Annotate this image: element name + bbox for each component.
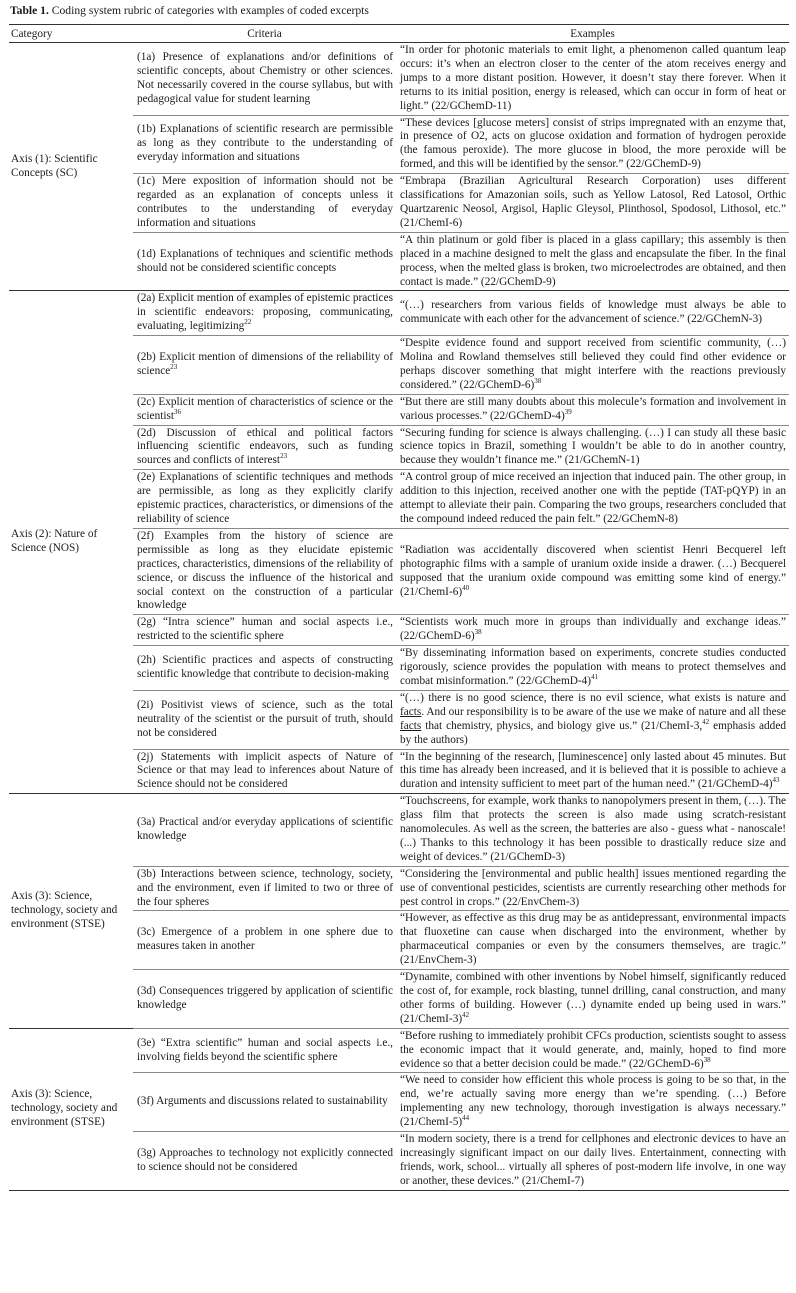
reference-number: 43 [772, 776, 780, 785]
emphasized-word: facts [400, 719, 422, 732]
example-cell: “Securing funding for science is always challenging. (…) I can study all these basic science topics in Brazil, something I wouldn’t be able to do in another country, because they wouldn’t finance me.” (21/GChemN-1) [396, 425, 789, 470]
example-cell: “In order for photonic materials to emit light, a phenomenon called quantum leap occurs: it’s when an electron closer to the center of the atom receives energy and jumps to a more distant position. However, it doesn’t stay there forever. When it returns to its initial position, energy is released, which can occur in form of heat or light.” (22/GChemD-11) [396, 43, 789, 116]
example-cell [396, 690, 789, 749]
header-category: Category [9, 25, 133, 43]
reference-number: 36 [174, 407, 182, 416]
table-row [9, 1028, 789, 1073]
reference-number: 22 [244, 318, 252, 327]
reference-number: 38 [534, 377, 542, 386]
criteria-cell: (1d) Explanations of techniques and scientific methods should not be considered scientific concepts [133, 232, 396, 291]
axis-label-stse: Axis (3): Science, technology, society and environment (STSE) [9, 1028, 133, 1190]
example-text: “We need to consider how efficient this whole process is going to be so that, in the end, we’re actually saving more energy than we’re spending. (…) Before implementing any new technology, thorough investigation is always necessary.” (21/ChemI-5) [400, 1074, 786, 1129]
table-caption [10, 3, 790, 18]
emphasized-word: facts [400, 705, 422, 718]
criteria-cell: (3f) Arguments and discussions related to sustainability [133, 1073, 396, 1132]
criteria-cell: (2i) Positivist views of science, such as the total neutrality of the scientist or the pursuit of truth, should not be considered [133, 690, 396, 749]
criteria-cell: (2g) “Intra science” human and social aspects i.e., restricted to the scientific sphere [133, 615, 396, 646]
example-cell: “However, as effective as this drug may be as antidepressant, environmental impacts that fluoxetine can cause when discharged into the environment, whether by pharmaceutical companies or even by the consumers themselves, are tragic.” (21/EnvChem-3) [396, 911, 789, 970]
example-text: . And our responsibility is to be aware of the use we make of nature and all these [421, 705, 786, 718]
reference-number: 23 [170, 363, 178, 372]
example-cell: “A thin platinum or gold fiber is placed in a glass capillary; this assembly is then placed in a machine designed to melt the glass and encapsulate the fiber. In the final process, when the melted glass is broken, two microelectrodes are obtained, and then contact is made.” (22/GChemD-9) [396, 232, 789, 291]
criteria-cell: (3b) Interactions between science, technology, society, and the environment, even if limited to two or three of the four spheres [133, 866, 396, 911]
reference-number: 38 [474, 628, 482, 637]
example-text: “Before rushing to immediately prohibit CFCs production, scientists sought to assess the economic impact that it would generate, and, mainly, hoped to find more evidence so that a better decision could be made.” (22/GChemD-6) [400, 1029, 786, 1070]
reference-number: 42 [702, 717, 710, 726]
criteria-cell: (2h) Scientific practices and aspects of constructing scientific knowledge that contribute to decision-making [133, 646, 396, 691]
header-criteria: Criteria [133, 25, 396, 43]
criteria-text: (2b) Explicit mention of dimensions of the reliability of science [137, 351, 393, 377]
example-cell: “Considering the [environmental and public health] issues mentioned regarding the use of conventional pesticides, scientists are currently researching other methods for pest control in crops.” (22/EnvChem-3) [396, 866, 789, 911]
criteria-cell: (3d) Consequences triggered by application of scientific knowledge [133, 970, 396, 1029]
reference-number: 40 [462, 583, 470, 592]
example-cell [396, 749, 789, 794]
example-cell: “A control group of mice received an injection that induced pain. The other group, in addition to this injection, received another one with the peptide (TAT-pQYP) in an attempt to alleviate their pain. Comparing the two groups, researchers concluded that the compound indeed reduced the pain felt.” (22/GChemN-8) [396, 470, 789, 529]
example-cell [396, 1073, 789, 1132]
example-cell: “Embrapa (Brazilian Agricultural Research Corporation) uses different classifications for Amazonian soils, such as Yellow Latosol, Red Latosol, Orthic Quartzarenic Neosol, Argisol, Haplic Gleysol, Plinthosol, Spodosol, Lithosol, etc.” (21/ChemI-6) [396, 174, 789, 233]
criteria-cell [133, 291, 396, 336]
example-text: “Dynamite, combined with other inventions by Nobel himself, significantly reduced the cost of, for example, rock blasting, tunnel drilling, canal construction, and many other forms of building. However (…) dynamite ended up being used in wars.” (21/ChemI-3) [400, 971, 786, 1025]
criteria-cell: (1a) Presence of explanations and/or definitions of scientific concepts, about Chemistry or other sciences. Not necessarily covered in the course syllabus, but with pedagogical value for student learning [133, 43, 396, 116]
example-text: emphasis added by the authors) [400, 719, 786, 746]
example-cell: “(…) researchers from various fields of knowledge must always be able to communicate with each other for the advancement of science.” (22/GChemN-3) [396, 291, 789, 336]
table-row [9, 43, 789, 116]
criteria-cell [133, 336, 396, 395]
axis-label-nos: Axis (2): Nature of Science (NOS) [9, 291, 133, 794]
caption-text: Coding system rubric of categories with examples of coded excerpts [51, 4, 369, 17]
criteria-cell: (2j) Statements with implicit aspects of Nature of Science or that may lead to inferences about Nature of Science should not be considered [133, 749, 396, 794]
criteria-cell: (3e) “Extra scientific” human and social aspects i.e., involving fields beyond the scientific sphere [133, 1028, 396, 1073]
example-text: “(…) there is no good science, there is no evil science, what exists is nature and [400, 691, 786, 704]
example-cell: “In modern society, there is a trend for cellphones and electronic devices to have an increasingly significant impact on our daily lives. Entertainment, connecting with friends, work, school... virtually all spheres of post-modern life involve, in one way or another, these devices.” (21/ChemI-7) [396, 1132, 789, 1191]
criteria-text: (2d) Discussion of ethical and political factors influencing scientific endeavors, such as funding sources and conflicts of interest [137, 426, 393, 467]
criteria-cell [133, 425, 396, 470]
criteria-cell [133, 394, 396, 425]
example-cell: “Touchscreens, for example, work thanks to nanopolymers present in them, (…). The glass film that protects the screen is also made using scratch-resistant nanomolecules. As well as the screen, the batteries are also - guess what - nanoscale! (...) Thanks to this technology it has been possible to drastically reduce size and weight of devices.” (21/GChemD-3) [396, 794, 789, 867]
criteria-cell: (3g) Approaches to technology not explicitly connected to science should not be considered [133, 1132, 396, 1191]
example-cell [396, 336, 789, 395]
example-cell [396, 528, 789, 614]
example-cell [396, 970, 789, 1029]
reference-number: 44 [462, 1114, 470, 1123]
example-cell: “These devices [glucose meters] consist of strips impregnated with an enzyme that, in presence of O2, acts on glucose oxidation and formation of hydrogen peroxide (the famous peroxide). The more glucose in blood, the more peroxide will be formed, and this will be identified by the sensor.” (22/GChemD-9) [396, 115, 789, 174]
criteria-cell: (3c) Emergence of a problem in one sphere due to measures taken in another [133, 911, 396, 970]
header-row [9, 25, 789, 43]
reference-number: 42 [462, 1011, 470, 1020]
example-text: “By disseminating information based on experiments, concrete studies conducted rigorously, science provides the population with means to protect themselves and combat misinformation.” (22/GChemD-4) [400, 647, 786, 687]
axis-label-stse: Axis (3): Science, technology, society and environment (STSE) [9, 794, 133, 1029]
example-cell [396, 394, 789, 425]
example-cell [396, 615, 789, 646]
coding-rubric-table [9, 24, 789, 1191]
example-text: “Radiation was accidentally discovered when scientist Henri Becquerel left photographic films with a sample of uranium oxide inside a drawer. (…) Becquerel supposed that the uranium oxide compound was emitting some kind of energy.” (21/ChemI-6) [400, 543, 786, 598]
example-text: that chemistry, physics, and biology give us.” (21/ChemI-3, [421, 719, 703, 732]
reference-number: 23 [280, 452, 288, 461]
axis-label-sc: Axis (1): Scientific Concepts (SC) [9, 43, 133, 291]
example-text: “But there are still many doubts about this molecule’s formation and involvement in various processes.” (22/GChemD-4) [400, 395, 786, 422]
table-label: Table 1. [10, 4, 49, 17]
criteria-text: (2a) Explicit mention of examples of epistemic practices in scientific endeavors: proposing, communicating, evaluating, legitimizing [137, 292, 393, 333]
reference-number: 41 [591, 673, 599, 682]
example-cell [396, 1028, 789, 1073]
table-row [9, 794, 789, 867]
criteria-cell: (1c) Mere exposition of information should not be regarded as an explanation of concepts unless it contributes to the understanding of everyday information and situations [133, 174, 396, 233]
reference-number: 39 [564, 407, 572, 416]
criteria-text: (2c) Explicit mention of characteristics of science or the scientist [137, 395, 393, 422]
example-text: “Despite evidence found and support received from scientific community, (…) Molina and Rowland themselves still believed they could find other evidence or perhaps discover something that might interfere with the reactions previously considered.” (22/GChemD-6) [400, 337, 786, 391]
example-text: “In the beginning of the research, [luminescence] only lasted about 45 minutes. But this time has already been increased, and it is believed that it is possible to achieve a duration and intensity sufficient to meet part of the human need.” (21/GChemD-4) [400, 750, 786, 791]
table-row [9, 291, 789, 336]
criteria-cell: (3a) Practical and/or everyday applications of scientific knowledge [133, 794, 396, 867]
criteria-cell: (1b) Explanations of scientific research are permissible as long as they contribute to the understanding of everyday information and situations [133, 115, 396, 174]
header-examples: Examples [396, 25, 789, 43]
criteria-cell: (2e) Explanations of scientific techniques and methods are permissible, as long as they explicitly clarify epistemic practices, characteristics, or dimensions of the reliability of science [133, 470, 396, 529]
example-cell [396, 646, 789, 691]
criteria-cell: (2f) Examples from the history of science are permissible as long as they elucidate epistemic practices, characteristics, dimensions of the reliability of science, or discuss the influence of the historical and social context on the construction of a particular knowledge [133, 528, 396, 614]
example-text: “Scientists work much more in groups than individually and exchange ideas.” (22/GChemD-6) [400, 616, 786, 643]
reference-number: 38 [703, 1055, 711, 1064]
